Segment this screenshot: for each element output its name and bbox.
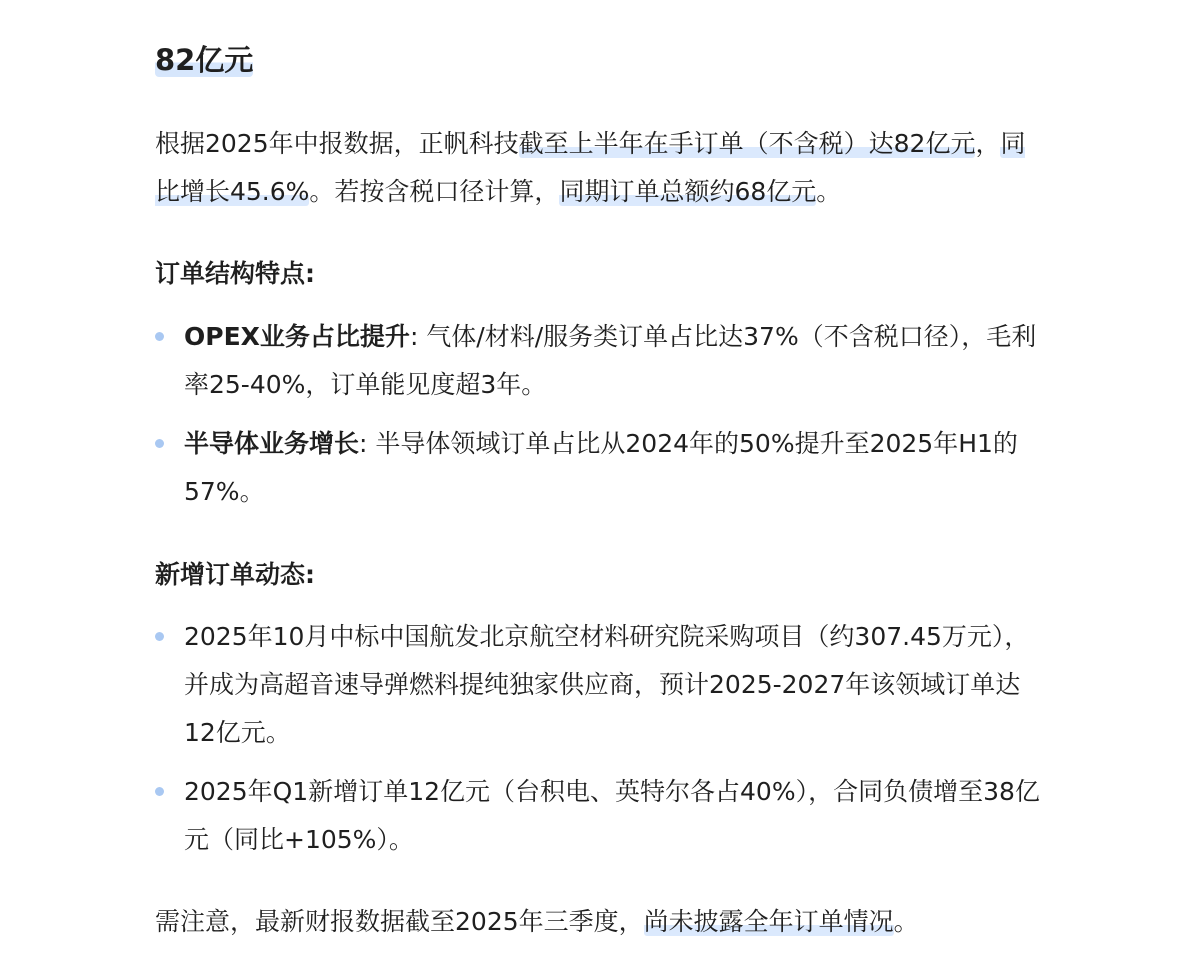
list-item (155, 420, 1045, 516)
headline-text: 82亿元 (155, 43, 254, 77)
note-part-c: 。 (893, 907, 919, 936)
summary-part-c: ， (975, 129, 1001, 158)
bullet-dot-icon (155, 439, 164, 448)
bullet-dot-icon (155, 632, 164, 641)
list-item-label: OPEX业务占比提升 (184, 322, 410, 351)
headline (155, 38, 253, 82)
structure-heading: 订单结构特点: (155, 259, 315, 288)
summary-part-e: 。若按含税口径计算， (309, 177, 560, 206)
list-item-text: : 半导体领域订单占比从2024年的50%提升至2025年H1的57%。 (184, 429, 1018, 506)
list-item-label: 半导体业务增长 (184, 429, 360, 458)
summary-paragraph (155, 120, 1045, 216)
list-item-text: : 气体/材料/服务类订单占比达37%（不含税口径），毛利率25-40%，订单能见度超3年。 (184, 322, 1037, 399)
bullet-dot-icon (155, 787, 164, 796)
bullet-dot-icon (155, 332, 164, 341)
list-item (155, 313, 1045, 409)
summary-part-a: 根据2025年中报数据，正帆科技 (155, 129, 519, 158)
note-paragraph (155, 898, 1045, 946)
note-highlight: 尚未披露全年订单情况 (643, 907, 894, 936)
summary-highlight-growth: 同比增长45.6% (155, 129, 1026, 206)
summary-highlight-total: 同期订单总额约68亿元 (559, 177, 817, 206)
new-orders-heading: 新增订单动态: (155, 560, 315, 589)
summary-part-g: 。 (816, 177, 842, 206)
list-item (155, 768, 1045, 864)
summary-highlight-orders: 截至上半年在手订单（不含税）达82亿元 (518, 129, 976, 158)
list-item-text: 2025年Q1新增订单12亿元（台积电、英特尔各占40%），合同负债增至38亿元（同比+105%）。 (184, 777, 1040, 854)
note-part-a: 需注意，最新财报数据截至2025年三季度， (155, 907, 644, 936)
list-item (155, 613, 1045, 757)
list-item-text: 2025年10月中标中国航发北京航空材料研究院采购项目（约307.45万元），并成为高超音速导弹燃料提纯独家供应商，预计2025-2027年该领域订单达12亿元。 (184, 622, 1030, 747)
